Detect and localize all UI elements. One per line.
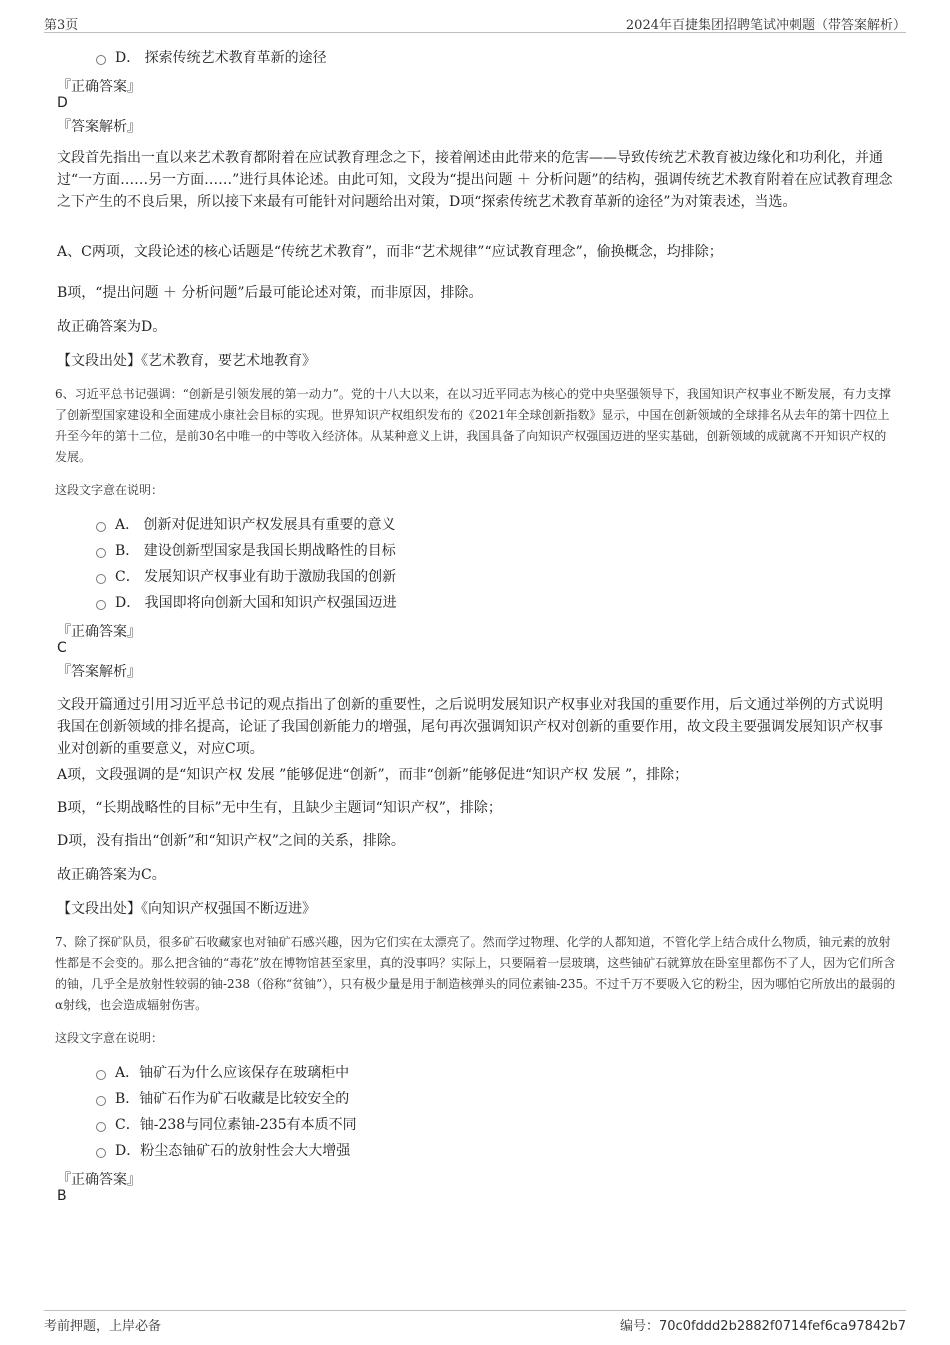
q6-analysis-paragraph-1: 文段开篇通过引用习近平总书记的观点指出了创新的重要性，之后说明发展知识产权事业对我国的重要作用，后文通过举例的方式说明我国在创新领域的排名提高，论证了我国创新能力的增强，尾句再次强调知识产权对创新的重要作用，故文段主要强调发展知识产权事业对创新的重要意义，对应C项。: [57, 697, 883, 757]
q5-source: 【文段出处】《艺术教育，要艺术地教育》: [57, 353, 316, 369]
q6-answer-label: 『正确答案』: [57, 624, 141, 640]
q7-prompt: 这段文字意在说明：: [55, 1031, 164, 1045]
q6-source: 【文段出处】《向知识产权强国不断迈进》: [57, 901, 316, 917]
footer-serial-label: 编号：: [620, 1319, 660, 1334]
q7-option-a-text: A．铀矿石为什么应该保存在玻璃柜中: [115, 1065, 350, 1081]
q7-option-d[interactable]: [96, 1140, 350, 1160]
q5-option-d[interactable]: [96, 47, 327, 67]
q7-option-b[interactable]: [96, 1088, 349, 1108]
q6-option-a-text: A． 创新对促进知识产权发展具有重要的意义: [115, 517, 396, 533]
radio-icon[interactable]: [96, 1122, 106, 1132]
q6-stem: 6、习近平总书记强调：“创新是引领发展的第一动力”。党的十八大以来，在以习近平同志为核心的党中央坚强领导下，我国知识产权事业不断发展，有力支撑了创新型国家建设和全面建成小康社会目标的实现。世界知识产权组织发布的《2021年全球创新指数》显示，中国在创新领域的全球排名从去年的第十四位上升至今年的第十二位，是前30名中唯一的中等收入经济体。从某种意义上讲，我国具备了向知识产权强国迈进的坚实基础，创新领域的成就离不开知识产权的发展。: [55, 387, 891, 464]
radio-icon[interactable]: [96, 600, 106, 610]
q7-option-c-text: C．铀-238与同位素铀-235有本质不同: [115, 1117, 357, 1133]
q6-option-b-text: B． 建设创新型国家是我国长期战略性的目标: [115, 543, 396, 559]
footer-serial-value: 70c0fddd2b2882f0714fef6ca97842b7: [659, 1319, 906, 1334]
q5-analysis-label: 『答案解析』: [57, 119, 141, 135]
radio-icon[interactable]: [96, 548, 106, 558]
footer-serial: [620, 1315, 906, 1334]
q6-analysis-label: 『答案解析』: [57, 664, 141, 680]
q6-option-b[interactable]: [96, 540, 396, 560]
q6-analysis-paragraph-5: 故正确答案为C。: [57, 867, 166, 883]
q5-answer: D: [57, 95, 68, 111]
q6-option-a[interactable]: [96, 514, 396, 534]
q6-analysis-paragraph-2: A项，文段强调的是“知识产权 发展 ”能够促进“创新”，而非“创新”能够促进“知识产权 发展 ”，排除；: [57, 767, 689, 783]
q5-answer-label: 『正确答案』: [57, 79, 141, 95]
q7-answer-label: 『正确答案』: [57, 1172, 141, 1188]
q7-answer: B: [57, 1188, 67, 1204]
document-title: 2024年百捷集团招聘笔试冲刺题（带答案解析）: [625, 18, 906, 33]
q5-analysis-paragraph-3: B项，“提出问题 ＋ 分析问题”后最可能论述对策，而非原因，排除。: [57, 285, 483, 301]
q7-option-a[interactable]: [96, 1062, 349, 1082]
q5-analysis-paragraph-2: A、C两项，文段论述的核心话题是“传统艺术教育”，而非“艺术规律”“应试教育理念”，偷换概念，均排除；: [57, 244, 723, 260]
q5-analysis-paragraph-1: 文段首先指出一直以来艺术教育都附着在应试教育理念之下，接着阐述由此带来的危害——导致传统艺术教育被边缘化和功利化，并通过“一方面……另一方面……”进行具体论述。由此可知，文段为“提出问题 ＋ 分析问题”的结构，强调传统艺术教育附着在应试教育理念之下产生的不良后果，所以接下来最有可能针对问题给出对策，D项“探索传统艺术教育革新的途径”为对策表述，当选。: [57, 150, 893, 210]
radio-icon[interactable]: [96, 574, 106, 584]
radio-icon[interactable]: [96, 55, 106, 65]
footer-slogan: 考前押题，上岸必备: [44, 1319, 162, 1334]
radio-icon[interactable]: [96, 1096, 106, 1106]
radio-icon[interactable]: [96, 522, 106, 532]
radio-icon[interactable]: [96, 1070, 106, 1080]
q6-analysis-paragraph-3: B项，“长期战略性的目标”无中生有，且缺少主题词“知识产权”，排除；: [57, 800, 502, 816]
q6-option-c-text: C． 发展知识产权事业有助于激励我国的创新: [115, 569, 397, 585]
q7-option-d-text: D．粉尘态铀矿石的放射性会大大增强: [115, 1143, 351, 1159]
q6-analysis-paragraph-4: D项，没有指出“创新”和“知识产权”之间的关系，排除。: [57, 833, 405, 849]
q6-option-d[interactable]: [96, 592, 397, 612]
radio-icon[interactable]: [96, 1148, 106, 1158]
q7-option-c[interactable]: [96, 1114, 357, 1134]
page-footer: [44, 1310, 906, 1335]
page-number: 第3页: [44, 18, 79, 33]
q6-answer: C: [57, 640, 67, 656]
q7-option-b-text: B．铀矿石作为矿石收藏是比较安全的: [115, 1091, 350, 1107]
page-header: [44, 10, 906, 33]
q6-option-d-text: D． 我国即将向创新大国和知识产权强国迈进: [115, 595, 397, 611]
q7-stem: 7、除了探矿队员，很多矿石收藏家也对铀矿石感兴趣，因为它们实在太漂亮了。然而学过物理、化学的人都知道，不管化学上结合成什么物质，铀元素的放射性都是不会变的。那么把含铀的“毒花”放在博物馆甚至家里，真的没事吗？实际上，只要隔着一层玻璃，这些铀矿石就算放在卧室里都伤不了人，因为它们所含的铀，几乎全是放射性较弱的铀-238（俗称“贫铀”），只有极少量是用于制造核弹头的同位素铀-235。不过千万不要吸入它的粉尘，因为哪怕它所放出的最弱的α射线，也会造成辐射伤害。: [55, 935, 896, 1012]
q6-option-c[interactable]: [96, 566, 396, 586]
q5-analysis-paragraph-4: 故正确答案为D。: [57, 319, 167, 335]
q6-prompt: 这段文字意在说明：: [55, 483, 164, 497]
q5-option-d-text: D． 探索传统艺术教育革新的途径: [115, 50, 327, 66]
